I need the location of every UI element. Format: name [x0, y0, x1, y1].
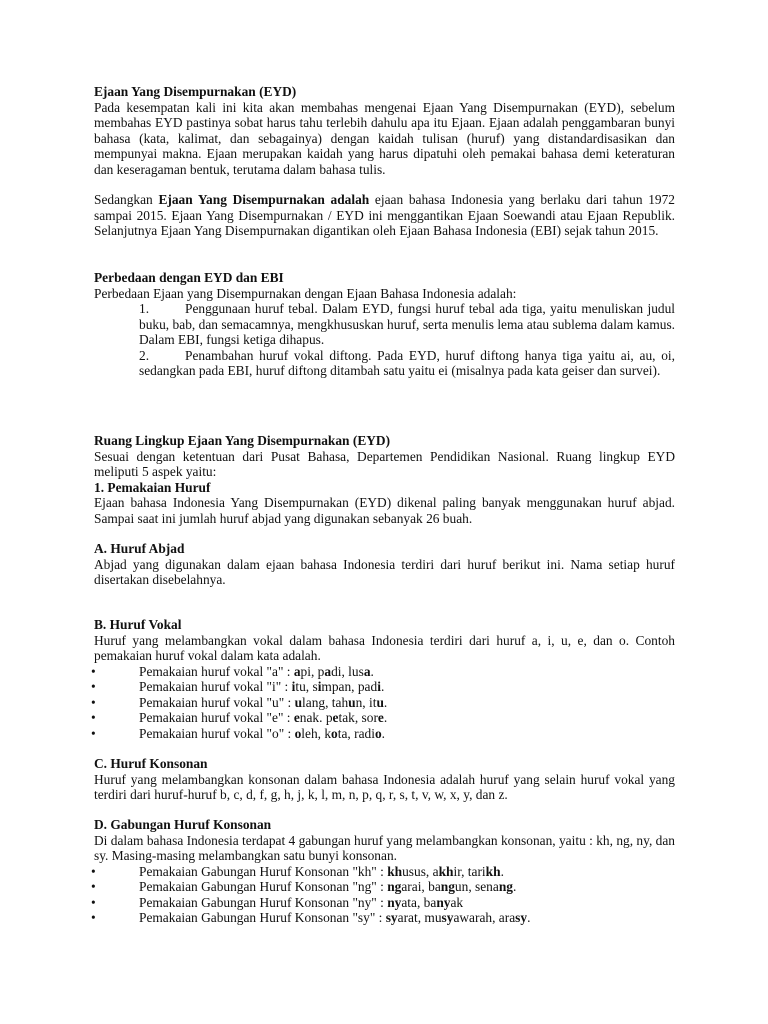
- section-title: D. Gabungan Huruf Konsonan: [94, 817, 272, 832]
- list-item-text: Pemakaian Gabungan Huruf Konsonan "ng" : ngarai, bangun, senang.: [139, 879, 517, 894]
- list-item-text: Pemakaian huruf vokal "u" : ulang, tahun, itu.: [139, 694, 388, 710]
- section-title: C. Huruf Konsonan: [94, 756, 208, 771]
- bold-text: Ejaan Yang Disempurnakan adalah: [158, 192, 370, 207]
- section-title: Ejaan Yang Disempurnakan (EYD): [94, 84, 297, 99]
- bullet-icon: •: [91, 710, 96, 725]
- list-item: [91, 663, 675, 680]
- bullet-icon: •: [91, 910, 96, 925]
- section-huruf-abjad: [94, 541, 675, 588]
- paragraph: Abjad yang digunakan dalam ejaan bahasa Indonesia terdiri dari huruf berikut ini. Nama setiap huruf disertakan disebelahnya.: [94, 556, 675, 587]
- list-item-text: Pemakaian Gabungan Huruf Konsonan "ny" : nyata, banyak: [139, 894, 464, 910]
- list-item: [91, 710, 675, 726]
- bullet-icon: •: [91, 879, 96, 894]
- subsection-title: 1. Pemakaian Huruf: [94, 479, 211, 495]
- section-eyd: [94, 84, 675, 177]
- bullet-list: [91, 863, 675, 926]
- list-item-text: Pemakaian Gabungan Huruf Konsonan "kh" : khusus, akhir, tarikh.: [139, 863, 504, 879]
- item-number: 2.: [139, 347, 150, 363]
- bullet-icon: •: [91, 863, 96, 879]
- paragraph: Di dalam bahasa Indonesia terdapat 4 gabungan huruf yang melambangkan konsonan, yaitu : kh, ng, ny, dan sy. Masing-masing melambangkan satu bunyi konsonan.: [94, 832, 675, 863]
- list-item: [91, 725, 675, 742]
- list-item-text: Pemakaian Gabungan Huruf Konsonan "sy" : syarat, musyawarah, arasy.: [139, 910, 531, 925]
- item-text: Penambahan huruf vokal diftong. Pada EYD, huruf diftong hanya tiga yaitu ai, au, oi, sedangkan pada EBI, huruf diftong ditambah satu yaitu ei (misalnya pada kata geiser dan survei).: [139, 347, 675, 378]
- bullet-icon: •: [91, 894, 96, 910]
- bullet-list: [91, 663, 675, 742]
- section-title: A. Huruf Abjad: [94, 541, 185, 556]
- section-ruang-lingkup: [94, 433, 675, 526]
- list-item: [91, 863, 675, 880]
- section-title: Ruang Lingkup Ejaan Yang Disempurnakan (EYD): [94, 433, 391, 448]
- paragraph-eyd-definition: [94, 192, 675, 239]
- list-item-text: Pemakaian huruf vokal "a" : api, padi, lusa.: [139, 663, 374, 679]
- section-huruf-konsonan: [94, 756, 675, 803]
- paragraph: Pada kesempatan kali ini kita akan membahas mengenai Ejaan Yang Disempurnakan (EYD), sebelum membahas EYD pastinya sobat harus tahu terlebih dahulu apa itu Ejaan. Ejaan adalah penggambaran bunyi bahasa (kata, kalimat, dan sebagainya) dengan kaidah tulisan (huruf) yang distandardisasikan dan mempunyai makna. Ejaan merupakan kaidah yang harus dipatuhi oleh pemakai bahasa demi keteraturan dan keseragaman bentuk, terutama dalam bahasa tulis.: [94, 99, 675, 177]
- bullet-icon: •: [91, 679, 96, 694]
- numbered-item: [94, 348, 675, 379]
- text: ejaan bahasa Indonesia yang berlaku dari tahun 1972 sampai 2015. Ejaan Yang Disempurnakan / EYD ini menggantikan Ejaan Soewandi atau Ejaan Republik. Selanjutnya Ejaan Yang Disempurnakan digantikan oleh Ejaan Bahasa Indonesia (EBI) sejak tahun 2015.: [94, 192, 675, 238]
- paragraph: Sesuai dengan ketentuan dari Pusat Bahasa, Departemen Pendidikan Nasional. Ruang lingkup EYD meliputi 5 aspek yaitu:: [94, 448, 675, 479]
- section-gabungan-konsonan: [91, 817, 675, 926]
- paragraph: Ejaan bahasa Indonesia Yang Disempurnakan (EYD) dikenal paling banyak menggunakan huruf abjad. Sampai saat ini jumlah huruf abjad yang digunakan sebanyak 26 buah.: [94, 495, 675, 526]
- paragraph: Huruf yang melambangkan konsonan dalam bahasa Indonesia adalah huruf yang selain huruf vokal yang terdiri dari huruf-huruf b, c, d, f, g, h, j, k, l, m, n, p, q, r, s, t, v, w, x, y, dan z.: [94, 771, 675, 802]
- section-title: B. Huruf Vokal: [94, 617, 182, 632]
- item-text: Penggunaan huruf tebal. Dalam EYD, fungsi huruf tebal ada tiga, yaitu menuliskan judul buku, bab, dan semacamnya, mengkhususkan huruf, serta menulis lema atau sublema dalam kamus. Dalam EBI, fungsi ketiga dihapus.: [139, 301, 675, 347]
- text: Sedangkan: [94, 192, 159, 207]
- list-item-text: Pemakaian huruf vokal "e" : enak. petak, sore.: [139, 710, 388, 725]
- section-perbedaan: [94, 270, 675, 379]
- list-item: [91, 679, 675, 695]
- list-item-text: Pemakaian huruf vokal "o" : oleh, kota, radio.: [139, 725, 385, 741]
- bullet-icon: •: [91, 694, 96, 710]
- numbered-item: [94, 301, 675, 348]
- list-item: [91, 894, 675, 911]
- section-huruf-vokal: [91, 617, 675, 741]
- item-number: 1.: [139, 301, 150, 316]
- list-item: [91, 694, 675, 711]
- list-item: [91, 910, 675, 926]
- list-item-text: Pemakaian huruf vokal "i" : itu, simpan, padi.: [139, 679, 385, 694]
- bullet-icon: •: [91, 725, 96, 741]
- section-title: Perbedaan dengan EYD dan EBI: [94, 270, 284, 285]
- paragraph: Perbedaan Ejaan yang Disempurnakan dengan Ejaan Bahasa Indonesia adalah:: [94, 285, 517, 301]
- list-item: [91, 879, 675, 895]
- bullet-icon: •: [91, 663, 96, 679]
- paragraph: Huruf yang melambangkan vokal dalam bahasa Indonesia terdiri dari huruf a, i, u, e, dan o. Contoh pemakaian huruf vokal dalam kata adalah.: [94, 632, 675, 663]
